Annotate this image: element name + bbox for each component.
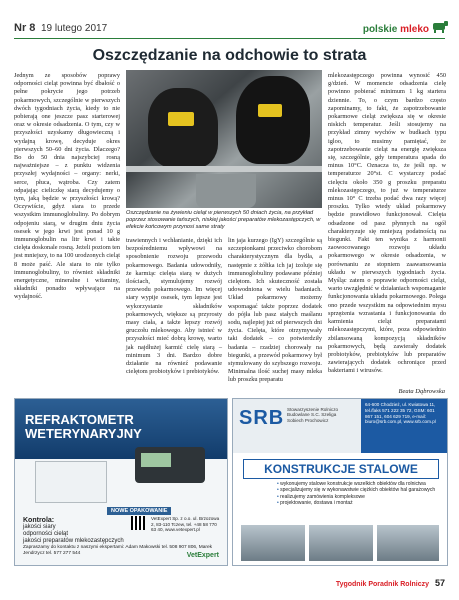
control-item: jakości preparatów mlekozastępczych — [23, 538, 124, 544]
service-item: • realizujemy zamówienia kompleksowe — [277, 494, 435, 500]
srb-logo: SRB — [239, 407, 285, 429]
magazine-name: Tygodnik Poradnik Rolniczy — [335, 581, 430, 588]
issue-date: 19 lutego 2017 — [40, 23, 108, 34]
new-pack-badge: NOWE OPAKOWANIE — [107, 507, 171, 515]
section-brand — [363, 24, 429, 35]
qr-code-icon — [131, 516, 145, 530]
calf-left — [148, 88, 218, 168]
cow-icon — [431, 18, 449, 34]
header-rule — [14, 38, 445, 39]
control-title: Kontrola: — [23, 517, 55, 524]
brand-part-a: polskie — [362, 24, 401, 35]
control-item: odporności cieląt — [23, 531, 69, 537]
steel-structures-ad[interactable] — [232, 398, 448, 566]
company-info: VetExpert Sp. z o.o. ul. Brzozowa 2, 83-110 Tczew, tel. +48 58 770 63 40, www.vetexpert.pl — [151, 516, 220, 533]
article-column-4: mlekozastępczego powinna wynosić 450 g/dzień. W momencie odsadzenia cielę powinno pobierać minimum 1 kg startera dziennie. To, o czym bardzo często zapominamy, to fakt, że zapotrzebowanie pokarmowe cieląt zwiększa się w okresie niskich temperatur. Jeśli stosujemy na przykład zimny wychów w budkach typu igloo, to musimy pamiętać, że zapotrzebowanie cieląt na energię zwiększa się, szczególnie, gdy temperatura spada do minus 10°C. Oznacza to, że jeśli np. w temperaturze 20°st. C wystarczy podać cielęciu około 350 g proszku preparatu mlekozastępczego, to już w temperaturze minus 10° C trzeba podać dwa razy więcej proszku. Tylko wtedy układ pokarmowy będzie prawidłowo funkcjonował. Cielęta odsadzone od pasz płynnych na ogół charakteryzuje się mniejszą podatnością na biegunki. Fakt ten wynika z harmonii zaowocowanego rozwoju układu pokarmowego w okresie odsadzenia, w porównaniu ze stopniem zaawansowania układu w pierwszych tygodniach życia. Myśląc zatem o poprawie odporności cieląt, warto uwzględnić w działaniach wspomaganie funkcjonowania układu pokarmowego. Polega ono przede wszystkim na odpowiednim mysu sprzężenia wzrastania i funkcjonowania do karmienia cieląt preparatami mlekozastępczymi, które, poza odpowiednio zbilansowaną kompozycją składników pokarmowych, będą zawierały dodatek probiotyków, prebiotyków lub preparatów zawierających dodatek ochroniące przed bakteriami i wirusów. — [328, 72, 446, 375]
page-footer — [336, 578, 445, 588]
building-photo-2 — [309, 525, 373, 561]
services-list — [277, 481, 435, 507]
control-item: jakości siary — [23, 524, 56, 530]
brand-part-b: mleko — [400, 24, 429, 35]
ad-title: REFRAKTOMETR WETERYNARYJNY — [25, 412, 142, 441]
service-item: • wykonujemy stalowe konstrukcje wszelkich obiektów dla rolnictwa — [277, 481, 435, 487]
article-column-1: Jednym ze sposobów poprawy odporności cieląt powinna być dbałość o pełne pokrycie jego potrzeb pokarmowych, szczególnie w pierwszych dwóch tygodniach życia, kiedy to nie pobierają one jeszcze pasz starterowej oraz w okresie odsadzenia. O tym, czy w przyszłości uzyskamy długowieczną i wydajną krowę, decyduje okres pierwszych 50–60 dni życia. Dlaczego? Bo do 50 dnia najszybciej rosną najważniejsze – z punktu widzenia przyszłej wydajności – organy: nerki, serce, płuca, wątroba. Czy zatem odpajając cieliczkę siarą decydujemy o tym, jaką będzie w przyszłości krową? Oczywiście, gdyż siara to przede wszystkim immunoglobuliny. Po dobrym odpojeniu siarą, w drugim dniu życia osesek w jego krwi jest ponad 10 g immunoglobulin na litr krwi i takie cielęta doskonale rosną. Jeżeli poziom ten jest mniejszy, to na 100 urodzonych cieląt 8 może paść. Ale siara to nie tylko immunoglobuliny, to również składniki energetyczne, mineralne i witaminy, składniki ponadto wpływające na wydajność. — [14, 72, 120, 301]
building-photo-1 — [241, 525, 305, 561]
service-item: • specjalizujemy się w wykonawstwie ciężkich obiektów hal garażowych — [277, 487, 435, 493]
calves-photo — [126, 70, 322, 208]
ad-contact-footer: Zapraszamy do kontaktu z naszymi ekspertami: Adam Makowski tel. 508 907 806, Marek Jendrzycz tel. 577 277 544 — [23, 545, 213, 556]
issue-header — [14, 22, 107, 34]
contact-box: 64-600 Chodzież, ul. Kwiatowa 11, tel./faks 571 222 35 72, GSM: 601 867 151, 604 629 719, e-mail: biuro@srb.com.pl, www.srb.com.pl — [361, 399, 447, 453]
article-column-2: trawiennych i wchłanianie, dzięki ich bezpośredniemu wpływowi na sposobnienie rozwoju przewodu pokarmowego. Badania udowodniły, że karmiąc cielęta siarą w dużych ilościach, stymulujemy rozwój przewodu pokarmowego. Im więcej siary wypije osesek, tym lepsze jest wykorzystanie składników pokarmowych, większe są przyrosty masy ciała, a także lepszy rozwój gruczołu mlekowego. Aby istnieć w przyszłości mieć dobrą krowę, warto jak najdłużej karmić cielę siarą – minimum 3 dni. Bardzo dobre działanie na równieź podawanie cielętom probiotyków i prebiotyków. — [126, 237, 222, 376]
calf-right — [236, 76, 310, 164]
refractometer-ad[interactable] — [14, 398, 228, 566]
device-screen — [141, 453, 171, 467]
building-photo-3 — [377, 525, 439, 561]
company-name: Stowarzyszenie Rolniczo Budowlane S.C. Szeliga Sobiech Prochowicz — [287, 407, 339, 423]
photo-caption: Oszczędzanie na żywieniu cieląt w pierwszych 50 dniach życia, na przykład poprzez stosowanie tańszych, niskiej jakości preparatów mlekozastępczych, w efekcie końcowym przynosi same straty — [126, 210, 321, 230]
refractometer-device — [135, 447, 205, 483]
issue-number: Nr 8 — [14, 22, 36, 34]
feeding-rail — [126, 166, 322, 172]
service-item: • projektowanie, dostawa i montaż — [277, 500, 435, 506]
feeding-bucket — [196, 174, 256, 208]
article-title: Oszczędzanie na odchowie to strata — [92, 47, 367, 64]
page-number: 57 — [434, 578, 445, 588]
article-column-3: lin jaja kurzego (IgY) szczególnie są szczepionkami przeciwko chorobom charakterystycznym dla bydła, a następnie z żółtka ich jaj izoluje się immunoglobuliny podawane później cielętom. Ich skuteczność została udowodniona w wielu badaniach. Układ pokarmowy możemy wspomagać także poprzez dodatek do pójła lub pasz stałych maślanu sodu, najlepiej już od pierwszych dni życia. Cielęta, które otrzymywały taki dodatek – co potwierdziły badania – rzadziej chorowały na biegunki, a przewód pokarmowy był stymulowany do szybszego rozwoju. Minimalna ilość suchej masy mleka lub proszku preparatu — [228, 237, 322, 384]
ad-banner: KONSTRUKCJE STALOWE — [243, 459, 439, 479]
control-list — [23, 517, 124, 545]
ear-tag-left — [168, 112, 194, 126]
vetexpert-logo: VetExpert — [186, 552, 219, 559]
author-signature: Beata Dąbrowska — [398, 388, 445, 395]
product-box — [35, 461, 107, 503]
ear-tag-right — [258, 104, 282, 117]
